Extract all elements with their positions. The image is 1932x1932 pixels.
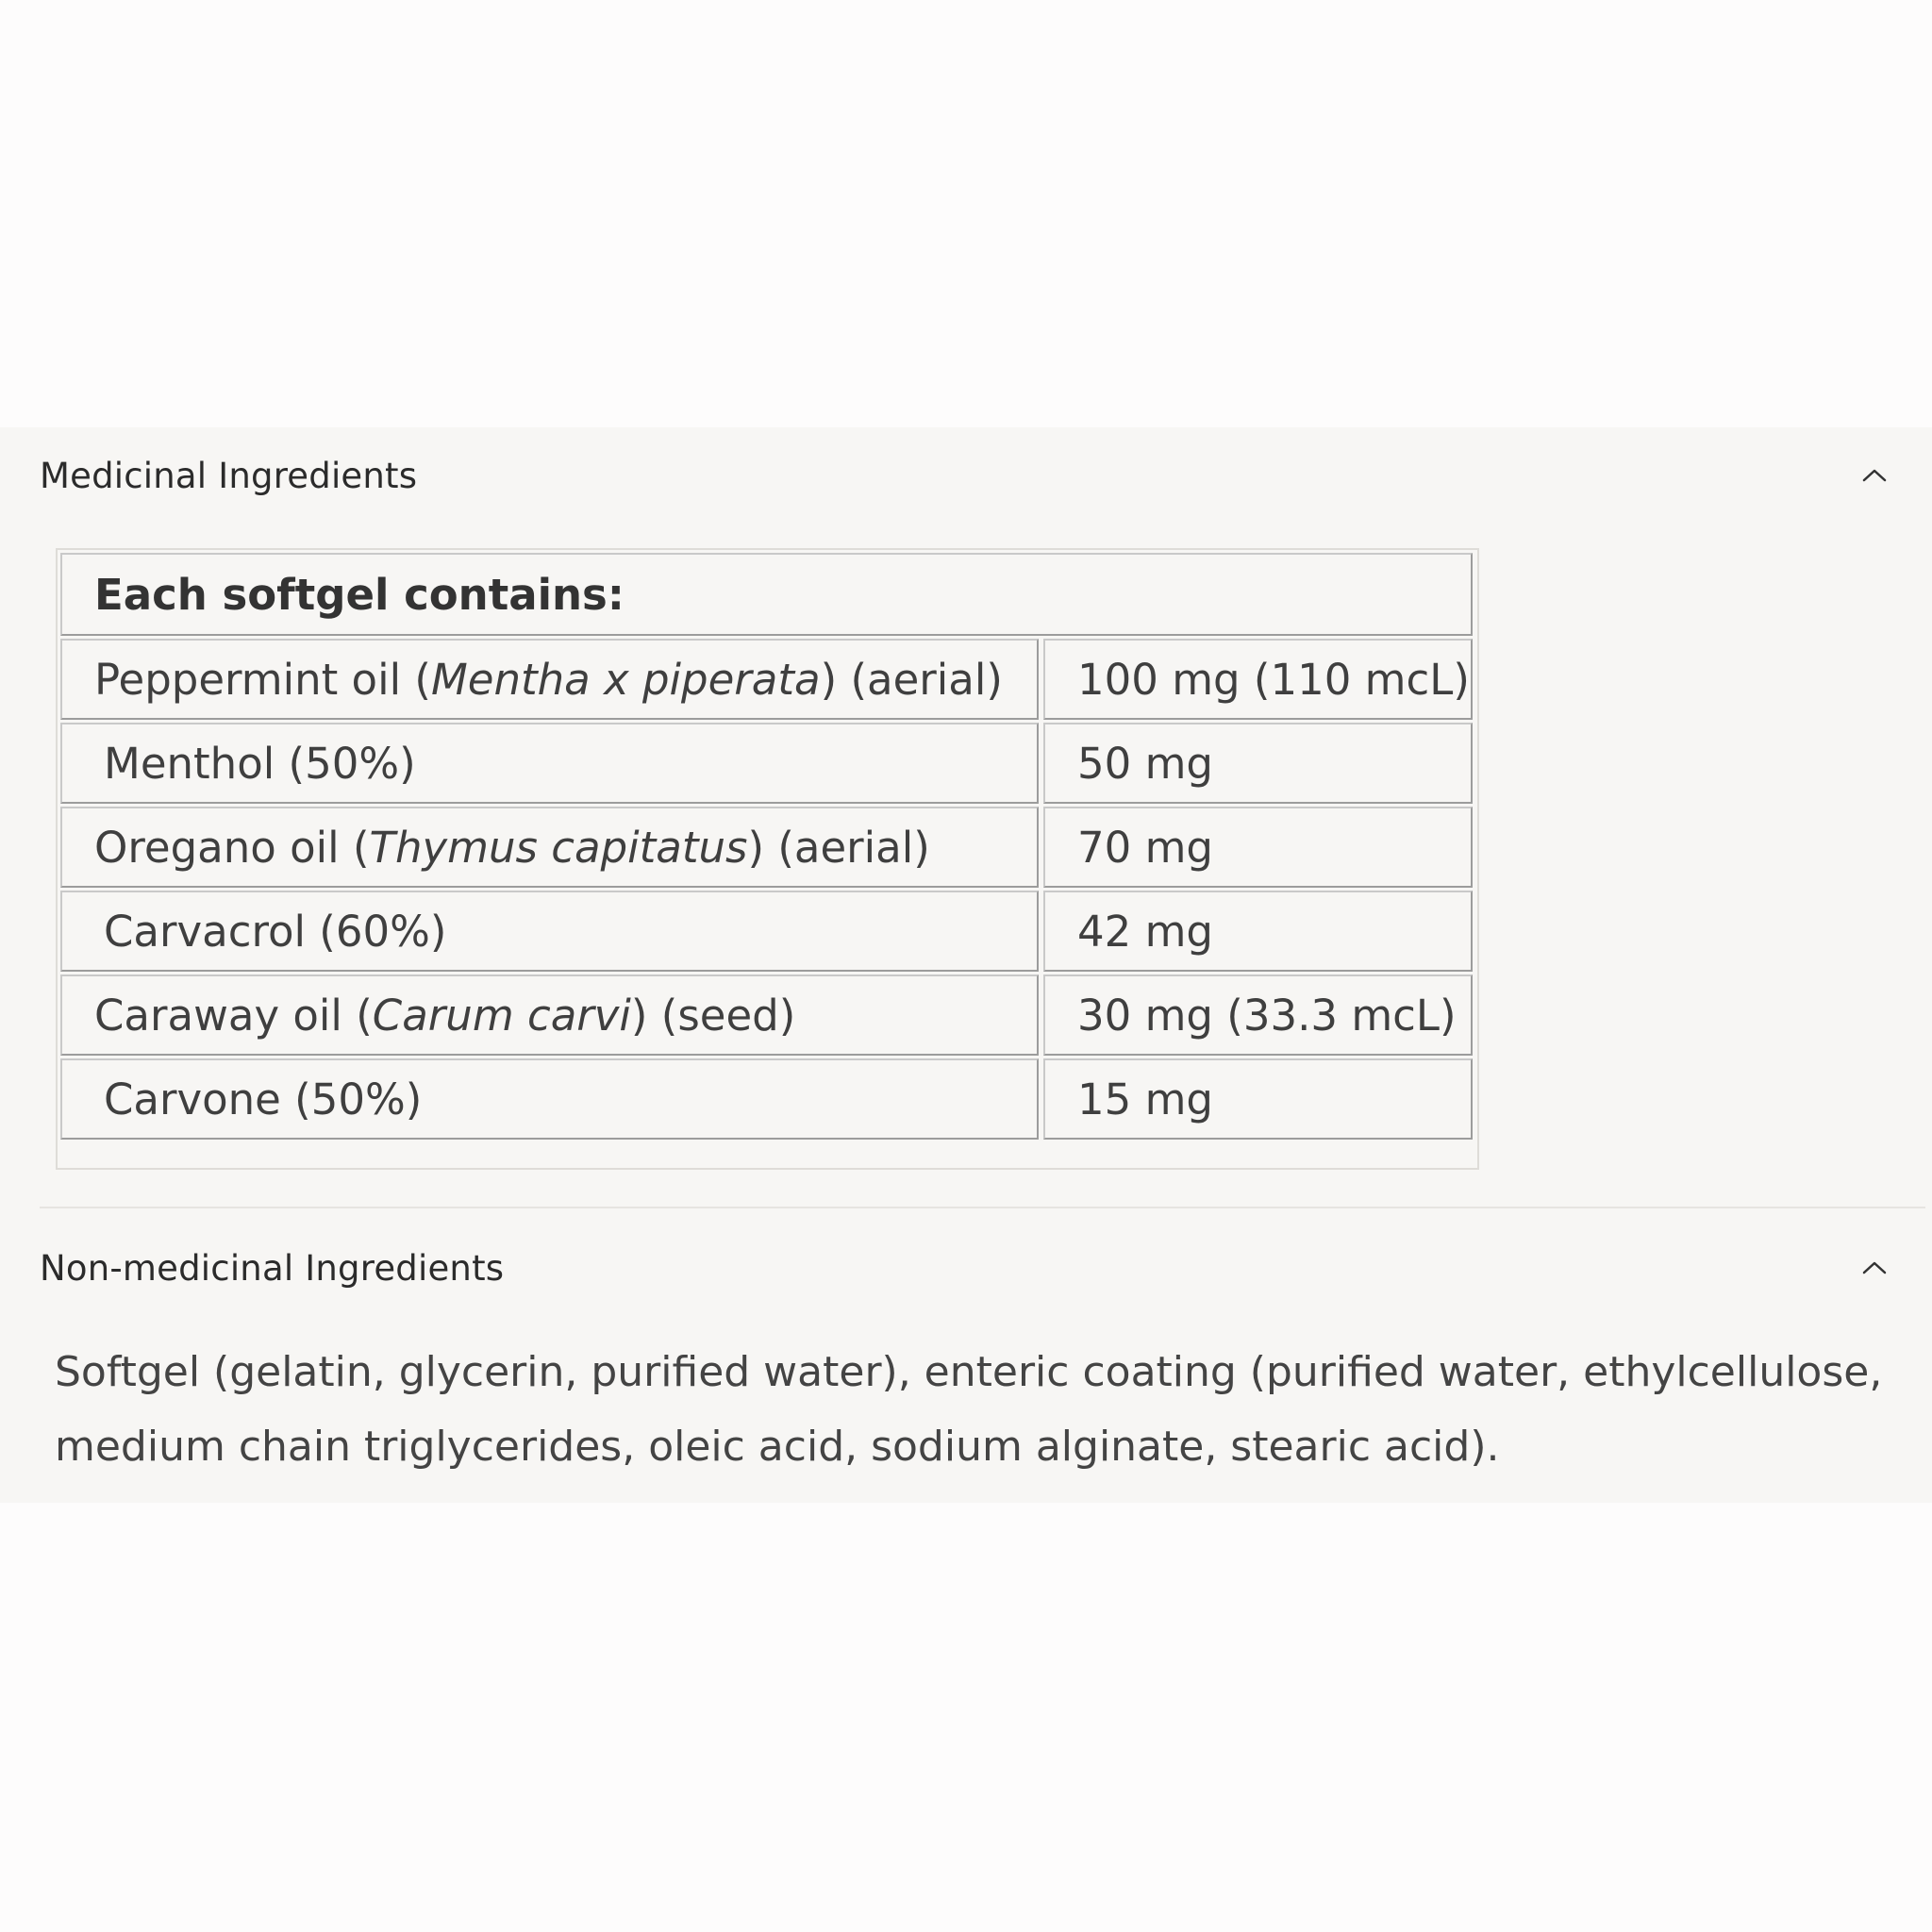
ingredient-amount: 50 mg [1043, 723, 1473, 804]
ingredient-name: Carvone (50%) [60, 1058, 1039, 1140]
ingredient-amount: 15 mg [1043, 1058, 1473, 1140]
ingredient-name: Oregano oil (Thymus capitatus) (aerial) [60, 807, 1039, 888]
table-row [60, 639, 1473, 720]
table-header-row [60, 553, 1473, 636]
table-row [60, 974, 1473, 1056]
ingredient-name: Menthol (50%) [60, 723, 1039, 804]
ingredient-name: Peppermint oil (Mentha x piperata) (aerial) [60, 639, 1039, 720]
ingredient-name: Caraway oil (Carum carvi) (seed) [60, 974, 1039, 1056]
table-row [60, 891, 1473, 972]
ingredient-amount: 70 mg [1043, 807, 1473, 888]
ingredients-panel [0, 427, 1932, 1503]
chevron-up-icon[interactable] [1857, 458, 1892, 493]
section-divider [40, 1207, 1925, 1208]
medicinal-ingredients-title: Medicinal Ingredients [40, 455, 418, 496]
ingredient-amount: 42 mg [1043, 891, 1473, 972]
non-medicinal-ingredients-header[interactable] [40, 1235, 1892, 1301]
ingredient-amount: 30 mg (33.3 mcL) [1043, 974, 1473, 1056]
table-heading: Each softgel contains: [60, 553, 1473, 636]
ingredient-name: Carvacrol (60%) [60, 891, 1039, 972]
chevron-up-icon[interactable] [1857, 1250, 1892, 1286]
medicinal-ingredients-header[interactable] [40, 442, 1892, 508]
non-medicinal-ingredients-title: Non-medicinal Ingredients [40, 1247, 505, 1289]
non-medicinal-ingredients-text: Softgel (gelatin, glycerin, purified water), enteric coating (purified water, ethylcellulose, medium chain triglycerides, oleic acid, sodium alginate, stearic acid). [55, 1348, 1883, 1471]
table-row [60, 807, 1473, 888]
table-row [60, 723, 1473, 804]
table-row [60, 1058, 1473, 1140]
ingredient-amount: 100 mg (110 mcL) [1043, 639, 1473, 720]
medicinal-ingredients-table [56, 548, 1479, 1170]
